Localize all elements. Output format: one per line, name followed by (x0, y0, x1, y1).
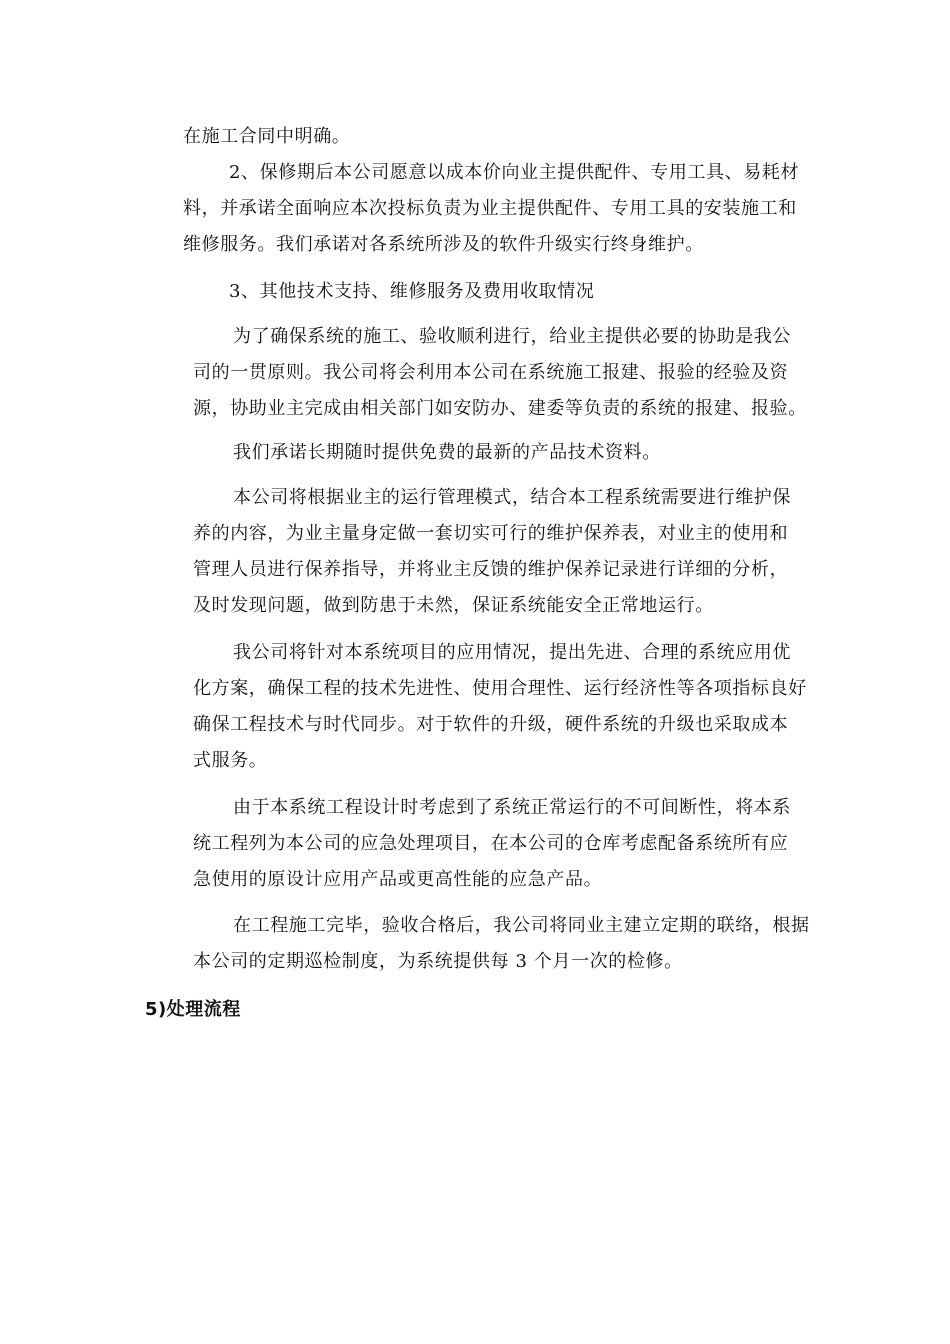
paragraph-line: 司的一贯原则。我公司将会利用本公司在系统施工报建、报验的经验及资 (193, 362, 789, 383)
paragraph-line: 由于本系统工程设计时考虑到了系统正常运行的不可间断性，将本系 (233, 797, 791, 818)
paragraph-line: 3、其他技术支持、维修服务及费用收取情况 (229, 281, 595, 302)
paragraph-line: 养的内容，为业主量身定做一套切实可行的维护保养表，对业主的使用和 (193, 523, 789, 544)
paragraph-line: 化方案，确保工程的技术先进性、使用合理性、运行经济性等各项指标良好 (193, 678, 807, 699)
paragraph-line: 我们承诺长期随时提供免费的最新的产品技术资料。 (233, 442, 661, 463)
paragraph-line: 本公司将根据业主的运行管理模式，结合本工程系统需要进行维护保 (233, 487, 791, 508)
paragraph-line: 确保工程技术与时代同步。对于软件的升级，硬件系统的升级也采取成本 (193, 714, 789, 735)
paragraph-line: 为了确保系统的施工、验收顺利进行，给业主提供必要的协助是我公 (233, 326, 791, 347)
paragraph-line: 本公司的定期巡检制度，为系统提供每 3 个月一次的检修。 (193, 951, 683, 972)
section-heading: 5)处理流程 (145, 999, 241, 1020)
paragraph-line: 维修服务。我们承诺对各系统所涉及的软件升级实行终身维护。 (183, 234, 704, 255)
paragraph-line: 在工程施工完毕，验收合格后，我公司将同业主建立定期的联络，根据 (233, 915, 810, 936)
paragraph-line: 料，并承诺全面响应本次投标负责为业主提供配件、专用工具的安装施工和 (183, 198, 797, 219)
paragraph-line: 及时发现问题，做到防患于未然，保证系统能安全正常地运行。 (193, 595, 714, 616)
paragraph-line: 管理人员进行保养指导，并将业主反馈的维护保养记录进行详细的分析， (193, 559, 789, 580)
paragraph-line: 源，协助业主完成由相关部门如安防办、建委等负责的系统的报建、报验。 (193, 398, 807, 419)
paragraph-line: 在施工合同中明确。 (183, 126, 351, 147)
paragraph-line: 式服务。 (193, 750, 268, 771)
paragraph-line: 2、保修期后本公司愿意以成本价向业主提供配件、专用工具、易耗材 (229, 162, 800, 183)
paragraph-line: 统工程列为本公司的应急处理项目，在本公司的仓库考虑配备系统所有应 (193, 833, 789, 854)
paragraph-line: 我公司将针对本系统项目的应用情况，提出先进、合理的系统应用优 (233, 642, 791, 663)
paragraph-line: 急使用的原设计应用产品或更高性能的应急产品。 (193, 869, 603, 890)
